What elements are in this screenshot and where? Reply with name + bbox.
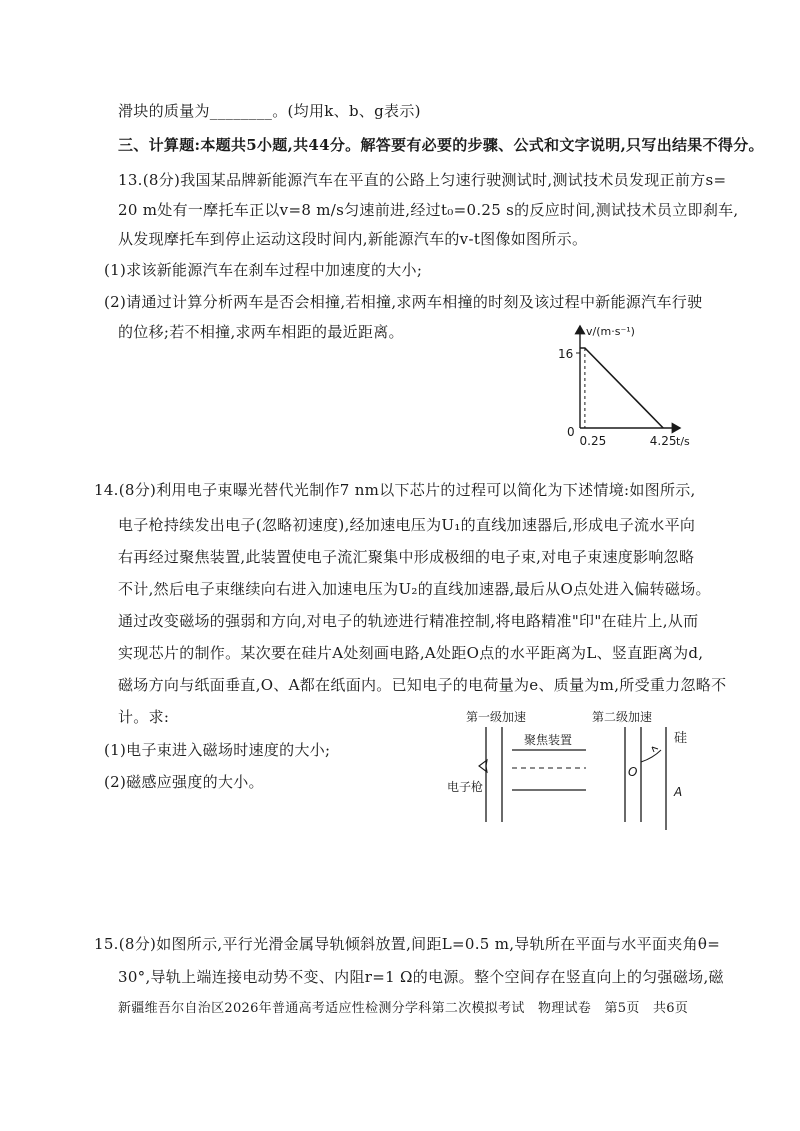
q13-subquestion-2: (2)请通过计算分析两车是否会相撞,若相撞,求两车相撞的时刻及该过程中新能源汽车行驶: [104, 293, 703, 311]
q14-line: 实现芯片的制作。某次要在硅片A处刻画电路,A处距O点的水平距离为L、竖直距离为d,: [118, 644, 704, 662]
graph-origin-label: 0: [567, 425, 575, 439]
graph-x-tick-label: 0.25: [579, 434, 607, 448]
q14-line: 磁场方向与纸面垂直,O、A都在纸面内。已知电子的电荷量为e、质量为m,所受重力忽略不: [118, 676, 727, 694]
graph-x-label: t/s: [676, 435, 690, 448]
q14-line: 计。求:: [118, 708, 170, 726]
q13-subquestion-2-cont: 的位移;若不相撞,求两车相距的最近距离。: [118, 323, 404, 341]
q14-subquestion-2: (2)磁感应强度的大小。: [104, 773, 264, 791]
stage2-label: 第二级加速: [592, 710, 653, 724]
point-o-label: O: [628, 765, 638, 779]
q14-line: 不计,然后电子束继续向右进入加速电压为U₂的直线加速器,最后从O点处进入偏转磁场。: [118, 580, 711, 598]
graph-y-tick-label: 16: [558, 347, 574, 361]
q15-line: 30°,导轨上端连接电动势不变、内阻r=1 Ω的电源。整个空间存在竖直向上的匀强磁场,磁: [118, 968, 724, 986]
q14-line: 通过改变磁场的强弱和方向,对电子的轨迹进行精准控制,将电路精准"印"在硅片上,从而: [118, 612, 699, 630]
section-title: 三、计算题:本题共5小题,共44分。解答要有必要的步骤、公式和文字说明,只写出结果不得分。: [118, 136, 764, 154]
q13-line: 13.(8分)我国某品牌新能源汽车在平直的公路上匀速行驶测试时,测试技术员发现正前方s=: [118, 171, 727, 189]
q13-subquestion-1: (1)求该新能源汽车在刹车过程中加速度的大小;: [104, 261, 423, 279]
q14-line: 右再经过聚焦装置,此装置使电子流汇聚集中形成极细的电子束,对电子束速度影响忽略: [118, 548, 695, 566]
graph-y-label: v/(m·s⁻¹): [586, 325, 635, 338]
trajectory-arrow-icon: [652, 747, 658, 752]
q14-subquestion-1: (1)电子束进入磁场时速度的大小;: [104, 741, 331, 759]
previous-question-fragment: 滑块的质量为________。(均用k、b、g表示): [118, 102, 421, 120]
focus-device-label: 聚焦装置: [524, 733, 573, 747]
q14-line: 14.(8分)利用电子束曝光替代光制作7 nm以下芯片的过程可以简化为下述情境:如图所示,: [94, 481, 696, 499]
q15-line: 15.(8分)如图所示,平行光滑金属导轨倾斜放置,间距L=0.5 m,导轨所在平面与水平面夹角θ=: [94, 935, 721, 953]
q13-line: 20 m处有一摩托车正以v=8 m/s匀速前进,经过t₀=0.25 s的反应时间,测试技术员立即刹车,: [118, 201, 739, 219]
graph-x-tick-label: 4.25: [649, 434, 677, 448]
silicon-wafer-label: 硅: [674, 731, 688, 746]
electron-gun-label: 电子枪: [447, 780, 484, 794]
q13-line: 从发现摩托车到停止运动这段时间内,新能源汽车的v-t图像如图所示。: [118, 230, 588, 248]
point-a-label: A: [674, 785, 683, 799]
page-footer: 新疆维吾尔自治区2026年普通高考适应性检测分学科第二次模拟考试 物理试卷 第5页 共6页: [118, 1001, 689, 1016]
stage1-label: 第一级加速: [466, 710, 527, 724]
q14-line: 电子枪持续发出电子(忽略初速度),经加速电压为U₁的直线加速器后,形成电子流水平向: [118, 516, 696, 534]
trajectory-arc: [641, 750, 661, 762]
